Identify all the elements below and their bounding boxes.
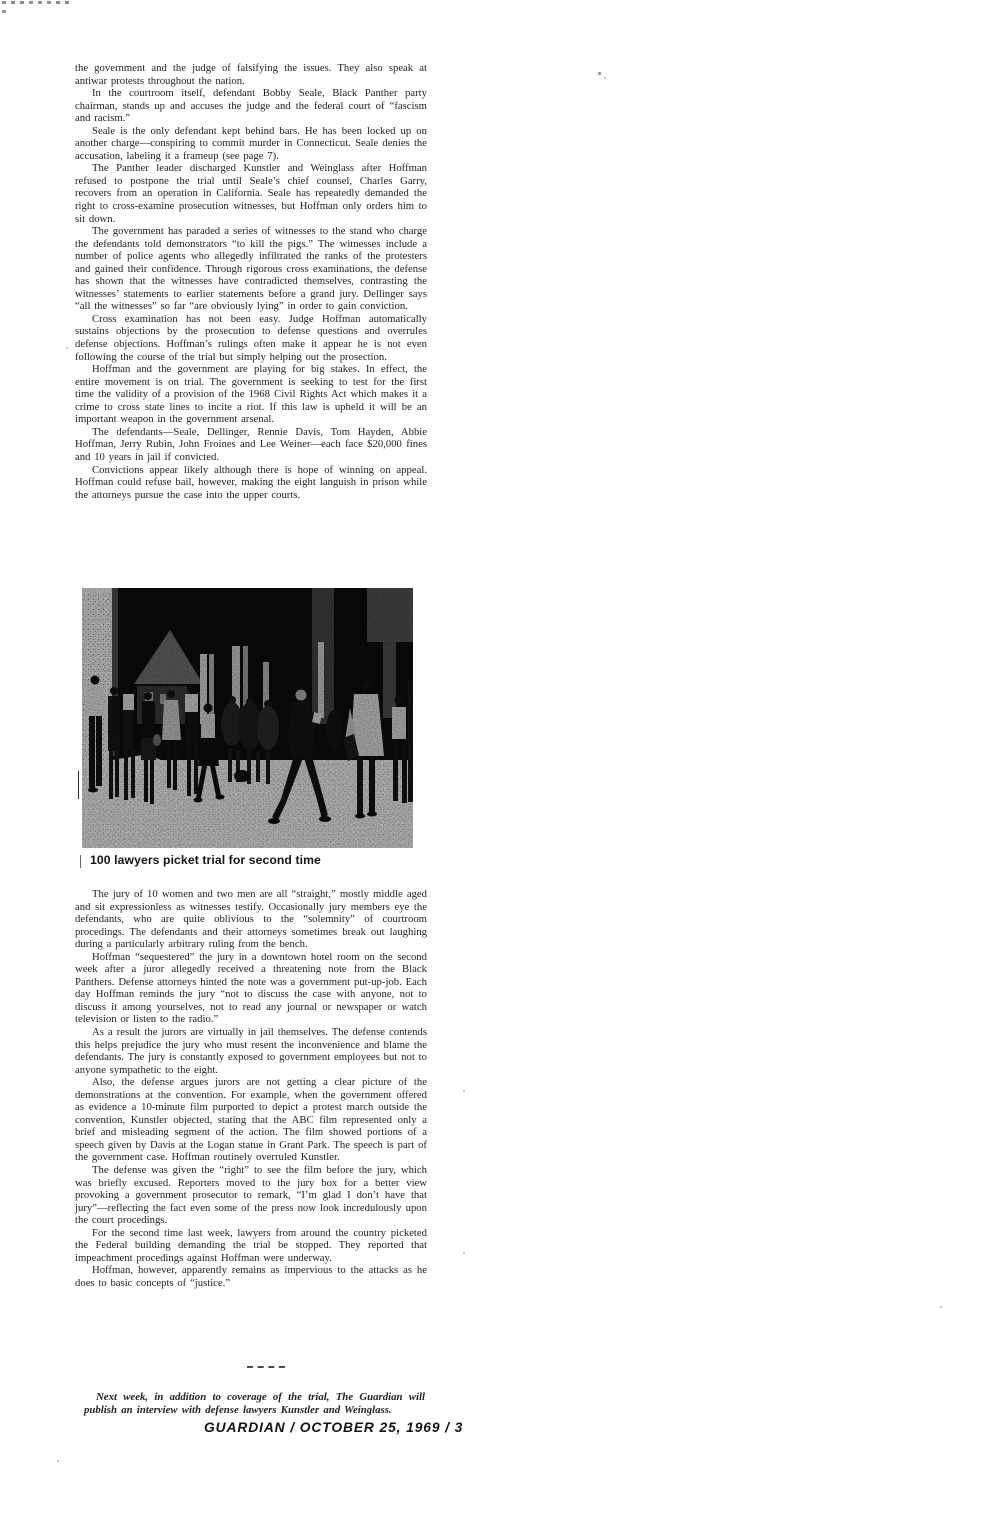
paragraph: As a result the jurors are virtually in jail themselves. The defense contends this helps prejudice the jury who must resent the inconvenience and blame the defendants. The jury is constantly exposed to government employees but not to anyone sympathetic to the eight. (75, 1026, 427, 1076)
scan-speck (463, 1090, 465, 1092)
scan-speck (66, 347, 68, 349)
caption-tick-mark (80, 855, 81, 868)
scan-speck (463, 1252, 465, 1254)
scan-speck (57, 1460, 59, 1462)
paragraph: Seale is the only defendant kept behind bars. He has been locked up on another charge—conspiring to commit murder in Connecticut. Seale denies the accusation, labeling it a frameup (see page 7). (75, 124, 427, 162)
article-column-top (75, 62, 427, 501)
scan-speck (940, 1306, 942, 1308)
paragraph: For the second time last week, lawyers from around the country picketed the Federal building demanding the trial be stopped. They reported that impeachment procedings against Hoffman were underway. (75, 1226, 427, 1264)
paragraph: The defense was given the “right” to see the film before the jury, which was briefly excused. Reporters moved to the jury box for a better view provoking a government prosecutor to remark, “I’m glad I don’t have that jury”—reflecting the fact even some of the press now look incredulously upon the court procedings. (75, 1164, 427, 1227)
end-of-article-divider (247, 1366, 285, 1368)
news-photo-lawyers-picket (82, 588, 413, 848)
scan-perforation-mark (2, 10, 6, 13)
paragraph: The Panther leader discharged Kunstler and Weinglass after Hoffman refused to postpone the trial until Seale’s chief counsel, Charles Garry, recovers from an operation in California. Seale has repeatedly demanded the right to cross-examine prosecution witnesses, but Hoffman only orders him to sit down. (75, 162, 427, 225)
paragraph: The government has paraded a series of witnesses to the stand who charge the defendants told demonstrators “to kill the pigs.” The witnesses include a number of police agents who allegedly infiltrated the ranks of the protesters and gained their confidence. Through rigorous cross examinations, the defense has shown that the witnesses have contradicted themselves, contrasting the witnesses’ statements to earlier statements before a grand jury. Dellinger says “all the witnesses” so far “are obviously lying” in order to gain conviction. (75, 225, 427, 313)
editorial-note: Next week, in addition to coverage of the trial, The Guardian will publish an interview with defense lawyers Kunstler and Weinglass. (84, 1391, 425, 1417)
page-footer-folio: GUARDIAN / OCTOBER 25, 1969 / 3 (204, 1420, 464, 1435)
scan-perforation-marks (2, 1, 69, 4)
paragraph: the government and the judge of falsifying the issues. They also speak at antiwar protests throughout the nation. (75, 62, 427, 87)
scan-speck (598, 72, 601, 75)
paragraph: Also, the defense argues jurors are not getting a clear picture of the demonstrations at the convention. For example, when the government offered as evidence a 10-minute film purported to depict a protest march outside the convention, Kunstler objected, stating that the ABC film represented only a brief and misleading segment of the action. The film showed portions of a speech given by Davis at the Logan statue in Grant Park. The speech is part of the government case. Hoffman routinely overruled Kunstler. (75, 1076, 427, 1164)
scan-fold-mark (78, 771, 79, 799)
paragraph: Cross examination has not been easy. Judge Hoffman automatically sustains objections by the prosecution to defense questions and overrules defense objections. Hoffman’s rulings often make it appear he is not even following the course of the trial but simply helping out the prosection. (75, 312, 427, 363)
paragraph: Convictions appear likely although there is hope of winning on appeal. Hoffman could refuse bail, however, making the eight languish in prison while the attorneys pursue the case into the upper courts. (75, 463, 427, 501)
photo-caption: 100 lawyers picket trial for second time (90, 853, 321, 867)
paragraph: Hoffman “sequestered” the jury in a downtown hotel room on the second week after a juror allegedly received a threatening note from the Black Panthers. Defense attorneys hinted the note was a government put-up-job. Each day Hoffman reminds the jury “not to discuss the case with anyone, not to discuss it among yourselves, not to read any journal or newspaper or watch television or listen to the radio.” (75, 950, 427, 1026)
photo-halftone-illustration (82, 588, 413, 848)
photo-caption-row (80, 853, 321, 868)
article-column-bottom (75, 888, 427, 1290)
paragraph: The jury of 10 women and two men are all “straight,” mostly middle aged and sit expressionless as witnesses testify. Occasionally jury members eye the defendants, who are quite oblivious to the “solemnity” of courtroom procedings. The defendants and their attorneys sometimes break out laughing during a particularly arbitrary ruling from the bench. (75, 888, 427, 951)
paragraph: Hoffman, however, apparently remains as impervious to the attacks as he does to basic concepts of “justice.” (75, 1264, 427, 1289)
paragraph: The defendants—Seale, Dellinger, Rennie Davis, Tom Hayden, Abbie Hoffman, Jerry Rubin, John Froines and Lee Weiner—each face $20,000 fines and 10 years in jail if convicted. (75, 425, 427, 463)
scan-speck (604, 77, 606, 79)
paragraph: Hoffman and the government are playing for big stakes. In effect, the entire movement is on trial. The government is seeking to test for the first time the validity of a provision of the 1968 Civil Rights Act which makes it a crime to cross state lines to incite a riot. If this law is upheld it will be an important weapon in the government arsenal. (75, 363, 427, 426)
paragraph: In the courtroom itself, defendant Bobby Seale, Black Panther party chairman, stands up and accuses the judge and the federal court of “fascism and racism.” (75, 87, 427, 125)
